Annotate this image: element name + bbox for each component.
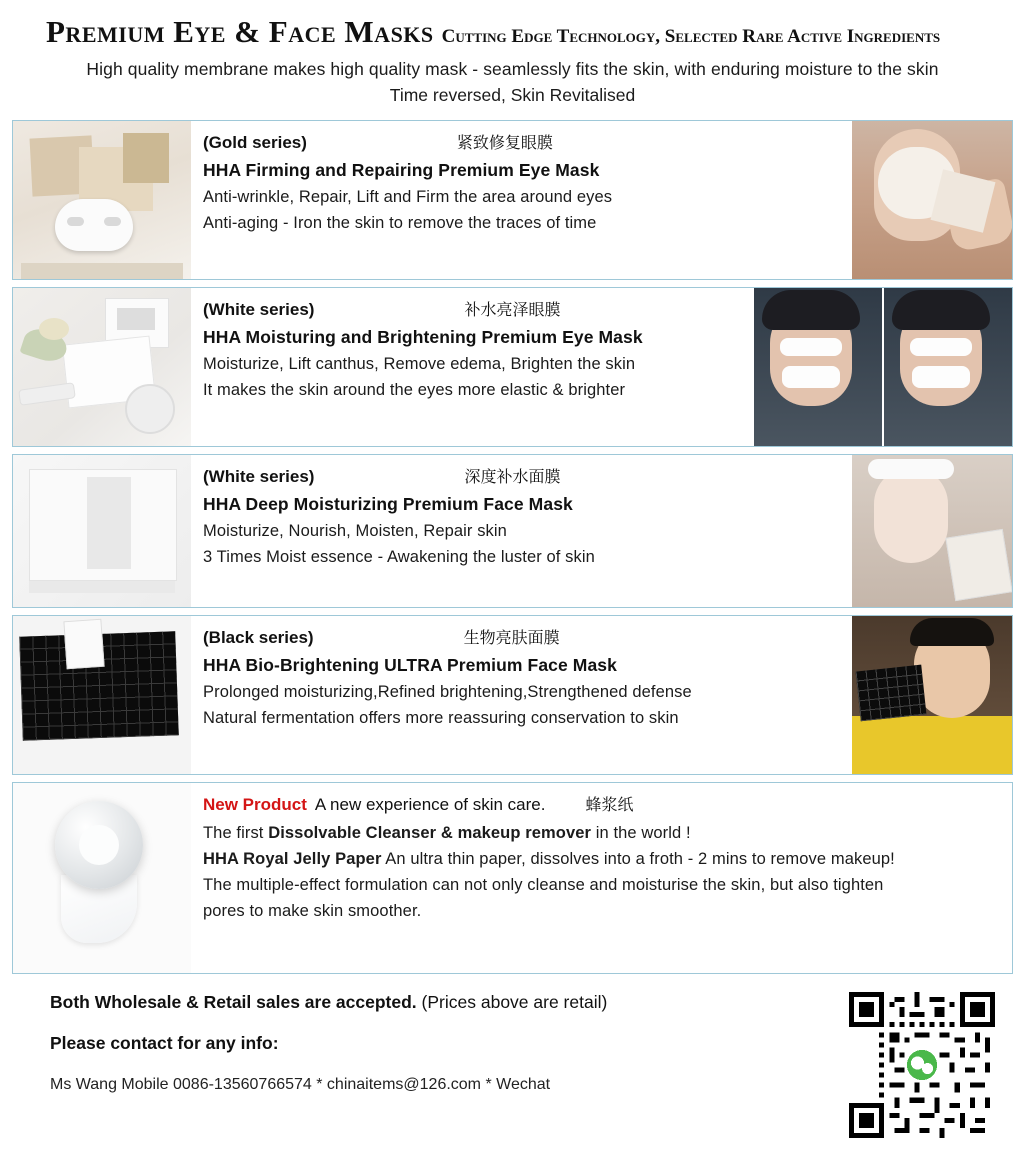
new-product-line-2-rest: An ultra thin paper, dissolves into a froth - 2 mins to remove makeup! (381, 850, 895, 868)
page-title: Premium Eye & Face Masks (46, 14, 434, 49)
product-name-chinese: 补水亮泽眼膜 (464, 302, 561, 319)
sales-policy-line (50, 992, 849, 1013)
new-product-row[interactable] (12, 782, 1013, 974)
product-name: HHA Deep Moisturizing Premium Face Mask (203, 494, 573, 514)
document-header (0, 0, 1025, 106)
product-image-white-box (13, 455, 191, 607)
product-image-gold-packaging (13, 121, 191, 279)
product-text-block (191, 288, 754, 446)
tagline-line-1: High quality membrane makes high quality mask - seamlessly fits the skin, with enduring moisture to the skin (86, 59, 939, 79)
product-text-block (191, 616, 852, 774)
new-product-badge: New Product (203, 795, 307, 814)
product-model-photo (852, 121, 1012, 279)
product-text-block (191, 455, 852, 607)
title-row (18, 14, 1007, 50)
new-product-name: HHA Royal Jelly Paper (203, 850, 382, 868)
qr-code-icon (849, 992, 995, 1138)
product-description-line-1: Anti-wrinkle, Repair, Lift and Firm the area around eyes (203, 188, 613, 206)
product-description-line-2: It makes the skin around the eyes more elastic & brighter (203, 381, 626, 399)
product-name-chinese: 生物亮肤面膜 (463, 630, 560, 647)
product-description-line-2: Natural fermentation offers more reassuring conservation to skin (203, 709, 679, 727)
new-product-name-chinese: 蜂浆纸 (585, 797, 634, 814)
product-row[interactable] (12, 454, 1013, 608)
product-description-line-2: Anti-aging - Iron the skin to remove the traces of time (203, 214, 597, 232)
product-image-royal-jelly-paper (13, 783, 191, 973)
product-image-black-sheets (13, 616, 191, 774)
sales-policy-note: (Prices above are retail) (421, 992, 608, 1012)
product-name: HHA Bio-Brightening ULTRA Premium Face Mask (203, 655, 617, 675)
sales-policy-bold: Both Wholesale & Retail sales are accepted. (50, 992, 417, 1012)
product-name-chinese: 紧致修复眼膜 (456, 135, 553, 152)
product-series: (Gold series) (203, 133, 307, 152)
product-name: HHA Moisturing and Brightening Premium Eye Mask (203, 327, 643, 347)
contact-heading: Please contact for any info: (50, 1033, 279, 1053)
new-product-line-1-bold: Dissolvable Cleanser & makeup remover (268, 824, 592, 842)
product-description-line-1: Moisturize, Lift canthus, Remove edema, Brighten the skin (203, 355, 636, 373)
new-product-line-4: pores to make skin smoother. (203, 902, 422, 920)
new-product-line-2 (203, 850, 1002, 869)
page-subtitle-inline: Cutting Edge Technology, Selected Rare Active Ingredients (441, 26, 941, 47)
product-model-photo (754, 288, 1012, 446)
product-description-line-2: 3 Times Moist essence - Awakening the luster of skin (203, 548, 595, 566)
new-product-line-3: The multiple-effect formulation can not only cleanse and moisturise the skin, but also tighten (203, 876, 884, 894)
document-footer (12, 992, 1013, 1143)
contact-details[interactable]: Ms Wang Mobile 0086-13560766574 * chinaitems@126.com * Wechat (50, 1076, 551, 1093)
product-description-line-1: Prolonged moisturizing,Refined brightening,Strengthened defense (203, 683, 692, 701)
product-series: (Black series) (203, 628, 314, 647)
product-row[interactable] (12, 120, 1013, 280)
new-product-text-block (191, 783, 1012, 973)
product-description-line-1: Moisturize, Nourish, Moisten, Repair skin (203, 522, 507, 540)
product-name: HHA Firming and Repairing Premium Eye Mask (203, 160, 600, 180)
qr-code[interactable] (849, 992, 995, 1143)
new-product-line-1 (203, 824, 1002, 843)
product-text-block (191, 121, 852, 279)
product-row[interactable] (12, 287, 1013, 447)
tagline-line-2: Time reversed, Skin Revitalised (389, 85, 636, 105)
product-image-white-flatlay (13, 288, 191, 446)
new-product-tagline: A new experience of skin care. (314, 795, 546, 814)
new-product-line-1-post: in the world ! (591, 824, 691, 842)
product-series: (White series) (203, 467, 315, 486)
product-name-chinese: 深度补水面膜 (464, 469, 561, 486)
product-model-photo (852, 455, 1012, 607)
new-product-line-1-pre: The first (203, 824, 269, 842)
product-series: (White series) (203, 300, 315, 319)
product-list (12, 120, 1013, 974)
product-model-photo (852, 616, 1012, 774)
product-row[interactable] (12, 615, 1013, 775)
